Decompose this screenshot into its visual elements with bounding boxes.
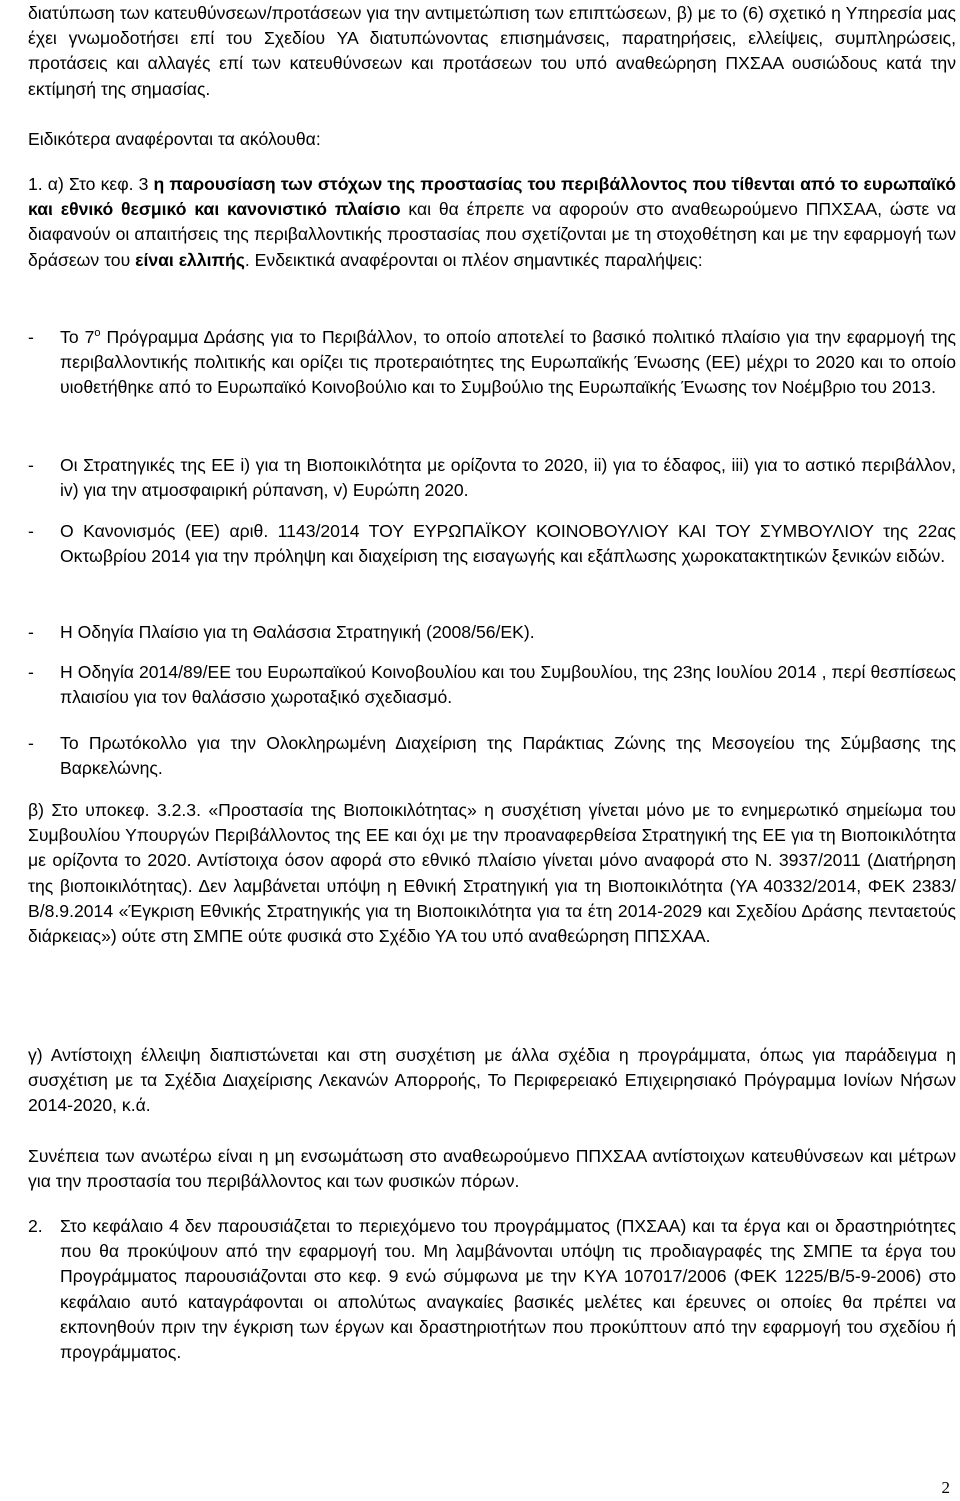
list-item <box>28 519 956 569</box>
bullet-dash: - <box>28 455 34 475</box>
item-1c-paragraph: γ) Αντίστοιχη έλλειψη διαπιστώνεται και στη συσχέτιση με άλλα σχέδια η προγράμματα, όπως για παράδειγμα η συσχέτιση με τα Σχέδια Διαχείρισης Λεκανών Απορροής, Το Περιφερειακό Επιχειρησιακό Πρόγραμμα Ιονίων Νήσων 2014-2020, κ.ά. <box>28 1045 956 1116</box>
item-1a-suffix: . Ενδεικτικά αναφέρονται οι πλέον σημαντικές παραλήψεις: <box>244 249 703 270</box>
intro-lead: Ειδικότερα αναφέρονται τα ακόλουθα: <box>28 129 321 149</box>
bullet-dash: - <box>28 327 34 347</box>
bullet-dash: - <box>28 733 34 753</box>
list-item <box>28 731 956 781</box>
numbered-item-2 <box>28 1214 956 1365</box>
item-number: 2. <box>28 1216 43 1236</box>
list-item <box>28 325 956 401</box>
item-2-text: Στο κεφάλαιο 4 δεν παρουσιάζεται το περιεχόμενο του προγράμματος (ΠΧΣΑΑ) και τα έργα και οι δραστηριότητες που θα προκύψουν από την εφαρμογή του. Μη λαμβάνονται υπόψη τις προδιαγραφές της ΣΜΠΕ τα έργα του Προγράμματος παρουσιάζονται στο κεφ. 9 ενώ σύμφωνα με την ΚΥΑ 107017/2006 (ΦΕΚ 1225/Β/5-9-2006) στο κεφάλαιο αυτό καταγράφονται οι απολύτως αναγκαίες βασικές μελέτες και έρευνες οι οποίες θα πρέπει να εκπονηθούν πριν την έγκριση των έργων και δραστηριοτήτων που προκύπτουν από την εφαρμογή του σχεδίου ή προγράμματος. <box>60 1216 956 1363</box>
conclusion-paragraph: Συνέπεια των ανωτέρω είναι η μη ενσωμάτωση στο αναθεωρούμενο ΠΠΧΣΑΑ αντίστοιχων κατευθύνσεων και μέτρων για την προστασία του περιβάλλοντος και των φυσικών πόρων. <box>28 1146 956 1192</box>
bullet-text: Η Οδηγία 2014/89/ΕΕ του Ευρωπαϊκού Κοινοβουλίου και του Συμβουλίου, της 23ης Ιουλίου 2014 , περί θεσπίσεως πλαισίου για τον θαλάσσιο χωροταξικό σχεδιασμό. <box>60 662 956 708</box>
item-1a-prefix: 1. α) Στο κεφ. 3 <box>28 174 154 194</box>
item-1a-paragraph <box>28 172 956 273</box>
item-1a-middle: και θα έπρεπε να αφορούν στο αναθεωρούμενο ΠΠΧΣΑΑ, ώστε να διαφανούν οι απαιτήσεις της περιβαλλοντικής προστασίας που σχετίζονται με τη στοχοθέτηση και με την εφαρμογή των δράσεων του <box>28 199 957 270</box>
bullet-text-start: Το 7 <box>60 327 95 347</box>
bullet-text: Η Οδηγία Πλαίσιο για τη Θαλάσσια Στρατηγική (2008/56/ΕΚ). <box>60 622 535 642</box>
bullet-dash: - <box>28 622 34 642</box>
page-number: 2 <box>941 1478 950 1497</box>
bullet-text: Οι Στρατηγικές της ΕΕ i) για τη Βιοποικιλότητα με ορίζοντα το 2020, ii) για το έδαφος, iii) για το αστικό περιβάλλον, iv) για την ατμοσφαιρική ρύπανση, v) Ευρώπη 2020. <box>60 455 956 501</box>
intro-paragraph: διατύπωση των κατευθύνσεων/προτάσεων για την αντιμετώπιση των επιπτώσεων, β) με το (6) σχετικό η Υπηρεσία μας έχει γνωμοδοτήσει επί του Σχεδίου ΥΑ διατυπώνοντας επισημάνσεις, παρατηρήσεις, ελλείψεις, συμπληρώσεις, προτάσεις και αλλαγές επί των κατευθύνσεων και προτάσεων του υπό αναθεώρηση ΠΧΣΑΑ ουσιώδους κατά την εκτίμησή της σημασίας. <box>28 3 956 99</box>
bullet-text-end: Πρόγραμμα Δράσης για το Περιβάλλον, το οποίο αποτελεί το βασικό πολιτικό πλαίσιο για την εφαρμογή της περιβαλλοντικής πολιτικής και ορίζει τις προτεραιότητες της Ευρωπαϊκής Ένωσης (ΕΕ) μέχρι το 2020 και το οποίο υιοθετήθηκε από το Ευρωπαϊκό Κοινοβούλιο και το Συμβούλιο της Ευρωπαϊκής Ένωσης τον Νοέμβριο του 2013. <box>60 327 956 398</box>
bullet-dash: - <box>28 662 34 682</box>
item-1a-bold-goals: η παρουσίαση των στόχων της προστασίας του περιβάλλοντος που τίθενται από το ευρωπαϊκό και εθνικό θεσμικό και κανονιστικό πλαίσιο <box>28 174 956 220</box>
bullet-dash: - <box>28 521 34 541</box>
bullet-text <box>60 325 956 401</box>
list-item <box>28 620 956 645</box>
item-1a-bold-incomplete: είναι ελλιπής <box>135 249 245 270</box>
bullet-text: Το Πρωτόκολλο για την Ολοκληρωμένη Διαχείριση της Παράκτιας Ζώνης της Μεσογείου της Σύμβασης της Βαρκελώνης. <box>60 733 956 779</box>
bullet-text: Ο Κανονισμός (ΕΕ) αριθ. 1143/2014 ΤΟΥ ΕΥΡΩΠΑΪΚΟΥ ΚΟΙΝΟΒΟΥΛΙΟΥ ΚΑΙ ΤΟΥ ΣΥΜΒΟΥΛΙΟΥ της 22ας Οκτωβρίου 2014 για την πρόληψη και διαχείριση της εισαγωγής και εξάπλωσης χωροκατακτητικών ξενικών ειδών. <box>60 521 956 567</box>
item-1b-paragraph: β) Στο υποκεφ. 3.2.3. «Προστασία της Βιοποικιλότητας» η συσχέτιση γίνεται μόνο με το ενημερωτικό σημείωμα του Συμβουλίου Υπουργών Περιβάλλοντος της ΕΕ και όχι με την προαναφερθείσα Στρατηγική της ΕΕ για τη Βιοποικιλότητα με ορίζοντα το 2020. Αντίστοιχα όσον αφορά στο εθνικό πλαίσιο γίνεται μόνο αναφορά στο Ν. 3937/2011 (Διατήρηση της βιοποικιλότητας). Δεν λαμβάνεται υπόψη η Εθνική Στρατηγική για τη Βιοποικιλότητα (ΥΑ 40332/2014, ΦΕΚ 2383/Β/8.9.2014 «Έγκριση Εθνικής Στρατηγικής για τη Βιοποικιλότητα για τα έτη 2014-2029 και Σχεδίου Δράσης πενταετούς διάρκειας») ούτε στη ΣΜΠΕ ούτε φυσικά στο Σχέδιο ΥΑ του υπό αναθεώρηση ΠΠΣΧΑΑ. <box>28 800 956 947</box>
list-item <box>28 453 956 503</box>
superscript-ordinal: ο <box>94 327 101 340</box>
list-item <box>28 660 956 710</box>
